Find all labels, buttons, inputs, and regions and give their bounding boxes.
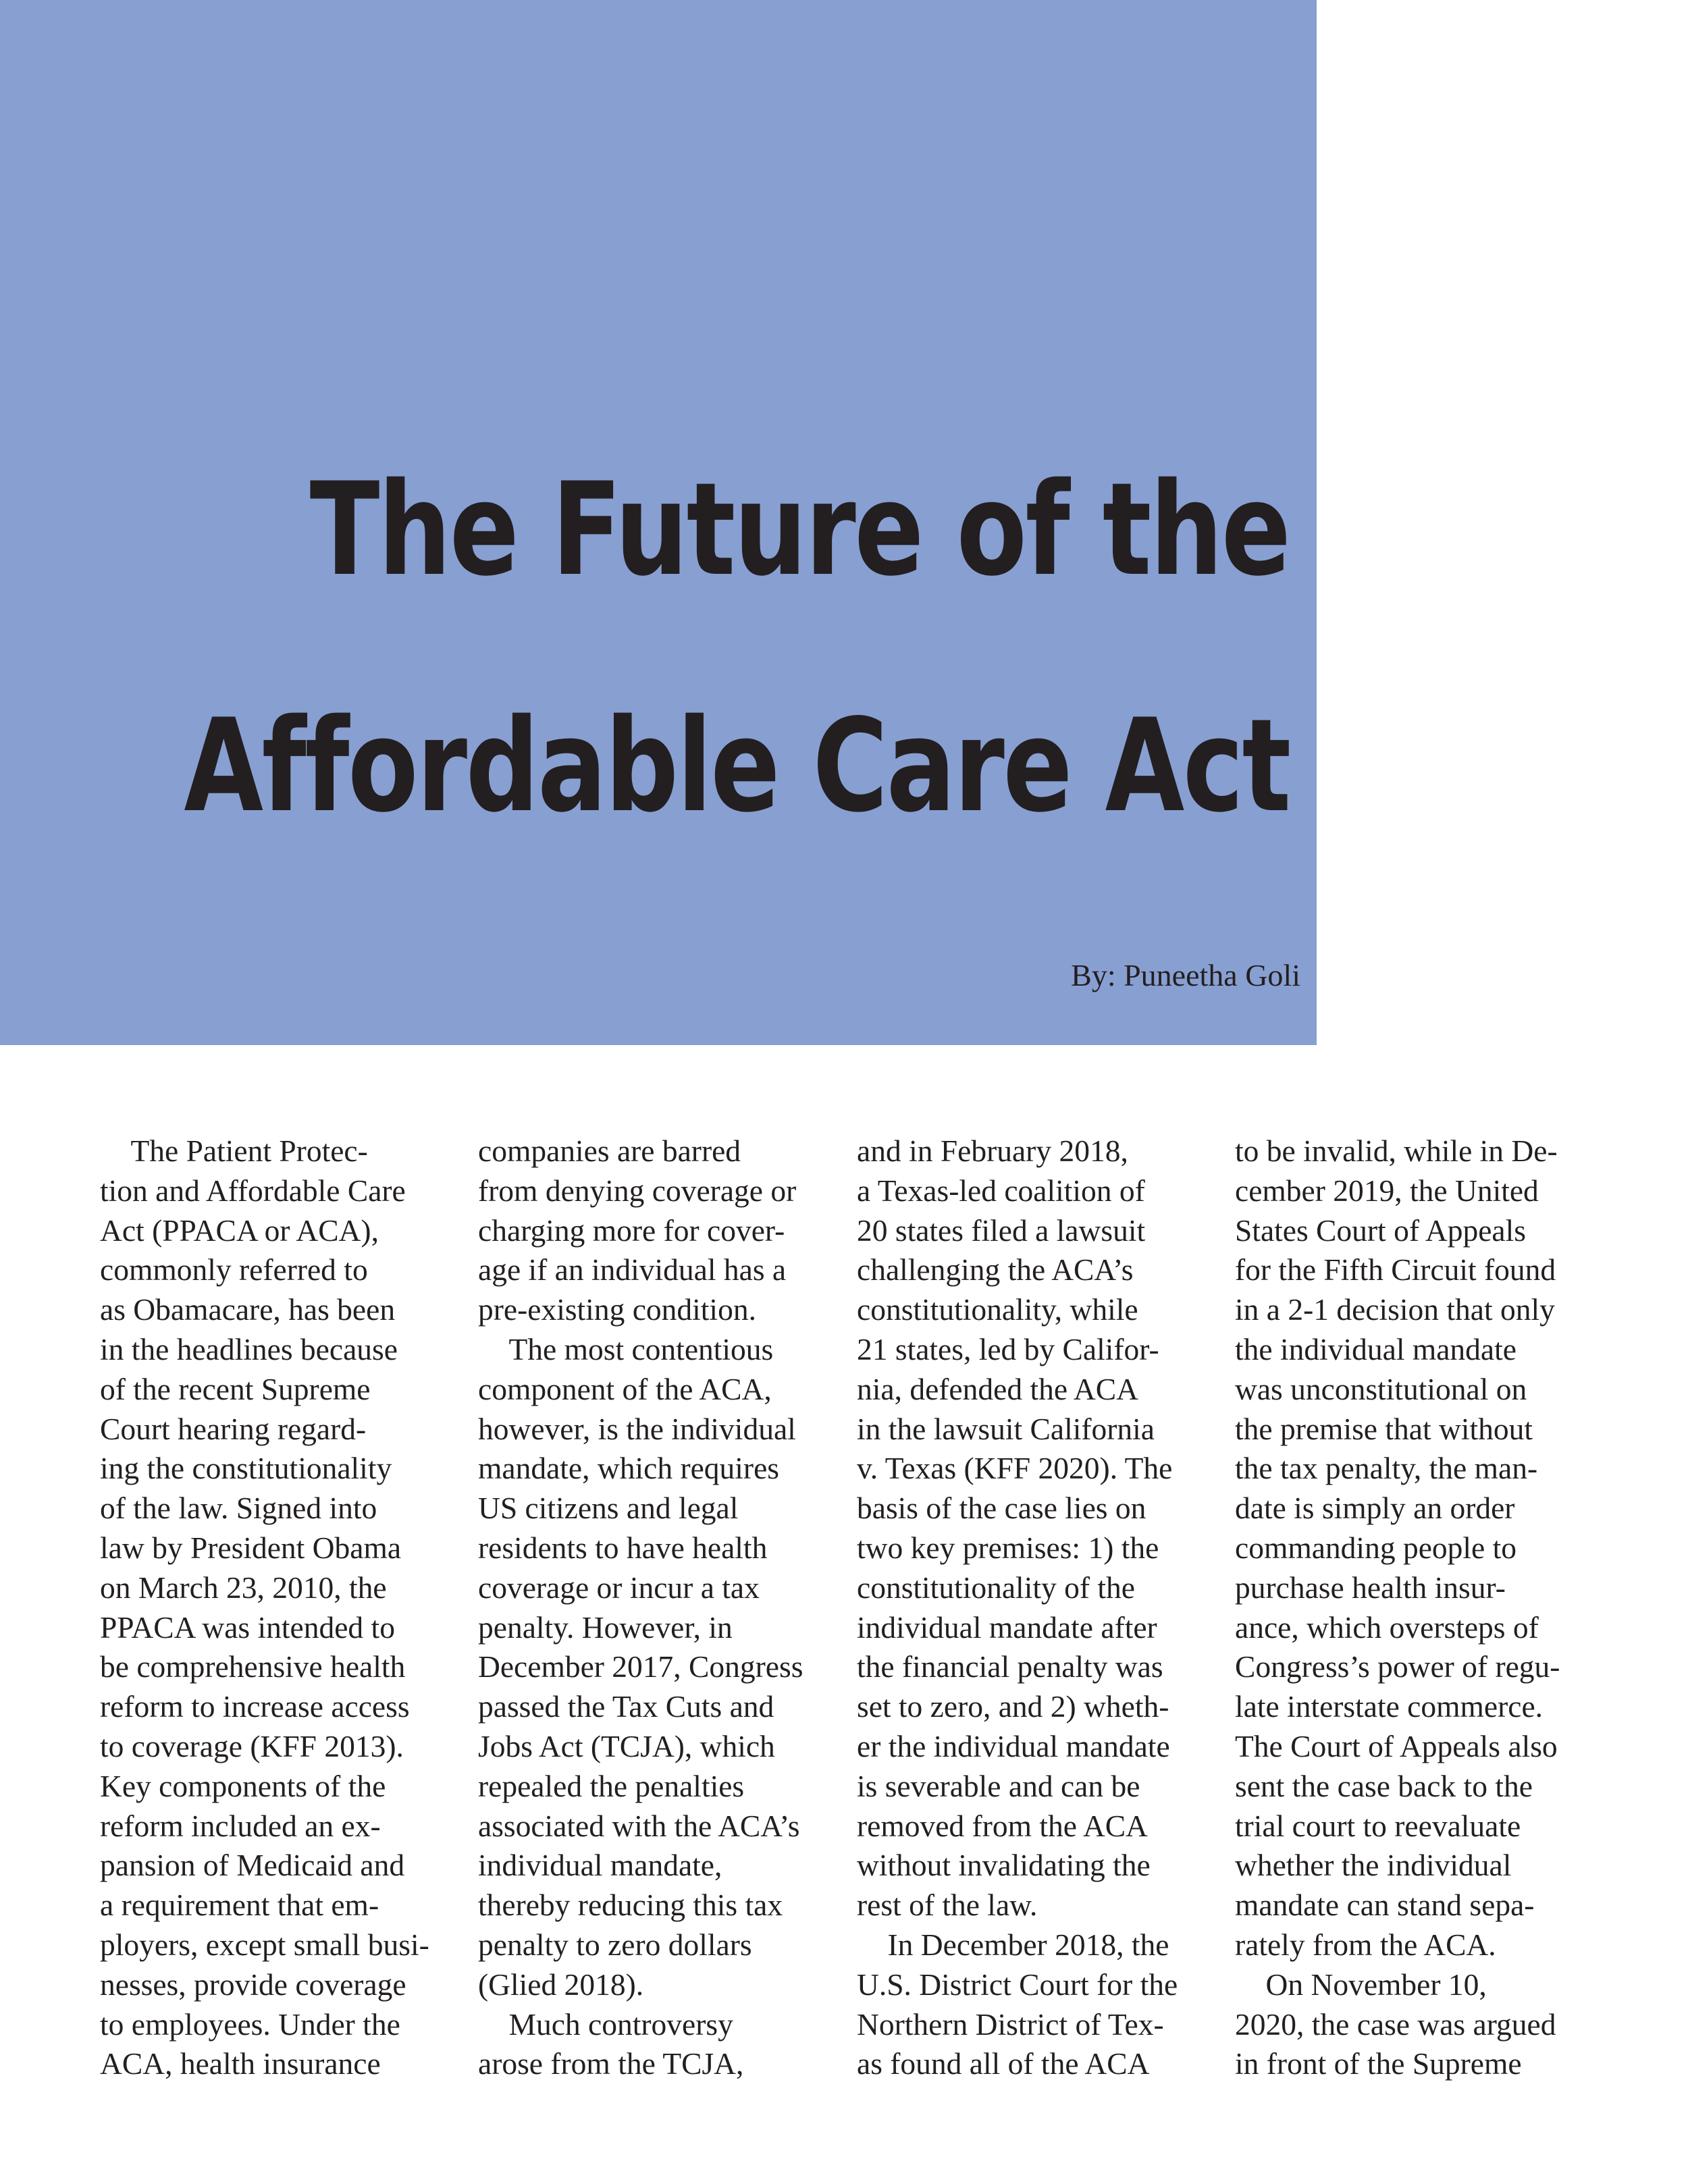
body-text-line: component of the ACA, [478, 1371, 772, 1406]
body-text-line: residents to have health [478, 1530, 768, 1565]
body-text-line: tion and Affordable Care [100, 1173, 406, 1208]
body-text-line: ACA, health insurance [100, 2046, 381, 2081]
body-text-line: the financial penalty was [857, 1649, 1163, 1684]
body-text-line: (Glied 2018). [478, 1967, 644, 2002]
body-text-line: Much controversy [478, 2006, 733, 2042]
body-text-line: in the lawsuit California [857, 1411, 1155, 1446]
body-text-line: 2020, the case was argued [1235, 2006, 1556, 2042]
text-column-1 [100, 1131, 458, 2084]
body-text-line: and in February 2018, [857, 1134, 1128, 1168]
body-text-line: Northern District of Tex- [857, 2006, 1164, 2042]
body-text-line: is severable and can be [857, 1768, 1140, 1803]
body-text-line: companies are barred [478, 1134, 741, 1168]
body-text-line: constitutionality of the [857, 1570, 1135, 1605]
body-text-line: charging more for cover- [478, 1213, 785, 1248]
body-text-line: age if an individual has a [478, 1252, 787, 1287]
body-text-line: was unconstitutional on [1235, 1371, 1527, 1406]
body-text-line: On November 10, [1235, 1967, 1487, 2002]
body-text-line: mandate can stand sepa- [1235, 1888, 1535, 1923]
body-text-line: US citizens and legal [478, 1491, 739, 1526]
body-text-line: of the law. Signed into [100, 1491, 377, 1526]
body-text-line: a Texas-led coalition of [857, 1173, 1145, 1208]
body-text-line: The Patient Protec- [100, 1134, 368, 1168]
body-text-line: Key components of the [100, 1768, 386, 1803]
body-text-line: to be invalid, while in De- [1235, 1134, 1558, 1168]
body-text-line: on March 23, 2010, the [100, 1570, 387, 1605]
body-text-line: commonly referred to [100, 1252, 368, 1287]
body-text-line: The most contentious [478, 1331, 774, 1366]
body-text-line: the premise that without [1235, 1411, 1533, 1446]
body-text-line: late interstate commerce. [1235, 1689, 1544, 1724]
body-text-line: sent the case back to the [1235, 1768, 1533, 1803]
body-text-line: challenging the ACA’s [857, 1252, 1134, 1287]
body-text-line: Jobs Act (TCJA), which [478, 1728, 775, 1763]
body-text-line: nesses, provide coverage [100, 1967, 406, 2002]
body-text-line: coverage or incur a tax [478, 1570, 760, 1605]
body-text-line: rest of the law. [857, 1888, 1038, 1923]
body-text-line: for the Fifth Circuit found [1235, 1252, 1556, 1287]
body-text-line: as Obamacare, has been [100, 1292, 396, 1327]
body-text-line: ployers, except small busi- [100, 1927, 429, 1962]
body-text-line: PPACA was intended to [100, 1609, 395, 1645]
body-text-line: however, is the individual [478, 1411, 796, 1446]
body-text-line: December 2017, Congress [478, 1649, 803, 1684]
body-text-line: individual mandate, [478, 1848, 722, 1883]
body-text-line: commanding people to [1235, 1530, 1516, 1565]
body-text-line: nia, defended the ACA [857, 1371, 1138, 1406]
body-text-line: U.S. District Court for the [857, 1967, 1178, 2002]
body-text-line: to coverage (KFF 2013). [100, 1728, 404, 1763]
body-text-line: pre-existing condition. [478, 1292, 756, 1327]
body-text-line: basis of the case lies on [857, 1491, 1146, 1526]
text-column-4 [1235, 1131, 1593, 2084]
body-text-line: of the recent Supreme [100, 1371, 371, 1406]
body-text-line: as found all of the ACA [857, 2046, 1150, 2081]
body-text-line: ance, which oversteps of [1235, 1609, 1539, 1645]
body-text-line: er the individual mandate [857, 1728, 1170, 1763]
body-text-line: pansion of Medicaid and [100, 1848, 405, 1883]
body-text-line: in the headlines because [100, 1331, 398, 1366]
body-text-line: repealed the penalties [478, 1768, 745, 1803]
body-text-line: reform included an ex- [100, 1808, 381, 1843]
body-text-line: set to zero, and 2) wheth- [857, 1689, 1169, 1724]
body-text-line: law by President Obama [100, 1530, 402, 1565]
body-text-line: the individual mandate [1235, 1331, 1516, 1366]
body-text-line: a requirement that em- [100, 1888, 379, 1923]
body-text-line: date is simply an order [1235, 1491, 1515, 1526]
body-text-line: without invalidating the [857, 1848, 1151, 1883]
body-text-line: Congress’s power of regu- [1235, 1649, 1560, 1684]
text-column-3 [857, 1131, 1215, 2084]
body-text-line: associated with the ACA’s [478, 1808, 800, 1843]
body-text-line: trial court to reevaluate [1235, 1808, 1521, 1843]
body-text-line: penalty to zero dollars [478, 1927, 752, 1962]
text-column-2 [478, 1131, 836, 2084]
title-banner [0, 0, 1317, 1045]
body-text-line: v. Texas (KFF 2020). The [857, 1451, 1173, 1486]
body-text-line: to employees. Under the [100, 2006, 400, 2042]
body-text-line: States Court of Appeals [1235, 1213, 1526, 1248]
body-text-line: constitutionality, while [857, 1292, 1138, 1327]
body-text-line: individual mandate after [857, 1609, 1157, 1645]
article-title-line-2: Affordable Care Act [184, 691, 1290, 841]
body-text-line: passed the Tax Cuts and [478, 1689, 774, 1724]
body-text-line: 20 states filed a lawsuit [857, 1213, 1146, 1248]
body-text-line: purchase health insur- [1235, 1570, 1506, 1605]
body-text-line: In December 2018, the [857, 1927, 1169, 1962]
body-text-line: the tax penalty, the man- [1235, 1451, 1538, 1486]
body-text-line: ing the constitutionality [100, 1451, 392, 1486]
body-text-line: in a 2-1 decision that only [1235, 1292, 1555, 1327]
body-text-line: The Court of Appeals also [1235, 1728, 1558, 1763]
body-text-line: cember 2019, the United [1235, 1173, 1539, 1208]
article-title-line-1: The Future of the [310, 455, 1290, 604]
body-text-line: be comprehensive health [100, 1649, 406, 1684]
body-text-line: two key premises: 1) the [857, 1530, 1159, 1565]
body-text-line: rately from the ACA. [1235, 1927, 1496, 1962]
body-text-line: whether the individual [1235, 1848, 1512, 1883]
body-text-line: from denying coverage or [478, 1173, 797, 1208]
body-text-line: mandate, which requires [478, 1451, 779, 1486]
body-text-line: thereby reducing this tax [478, 1888, 783, 1923]
body-text-line: Act (PPACA or ACA), [100, 1213, 379, 1248]
article-byline: By: Puneetha Goli [1071, 958, 1300, 992]
body-text-line: reform to increase access [100, 1689, 410, 1724]
body-text-line: arose from the TCJA, [478, 2046, 744, 2081]
body-text-line: removed from the ACA [857, 1808, 1148, 1843]
body-text-line: penalty. However, in [478, 1609, 733, 1645]
body-text-line: 21 states, led by Califor- [857, 1331, 1159, 1366]
body-text-line: in front of the Supreme [1235, 2046, 1522, 2081]
body-text-line: Court hearing regard- [100, 1411, 367, 1446]
